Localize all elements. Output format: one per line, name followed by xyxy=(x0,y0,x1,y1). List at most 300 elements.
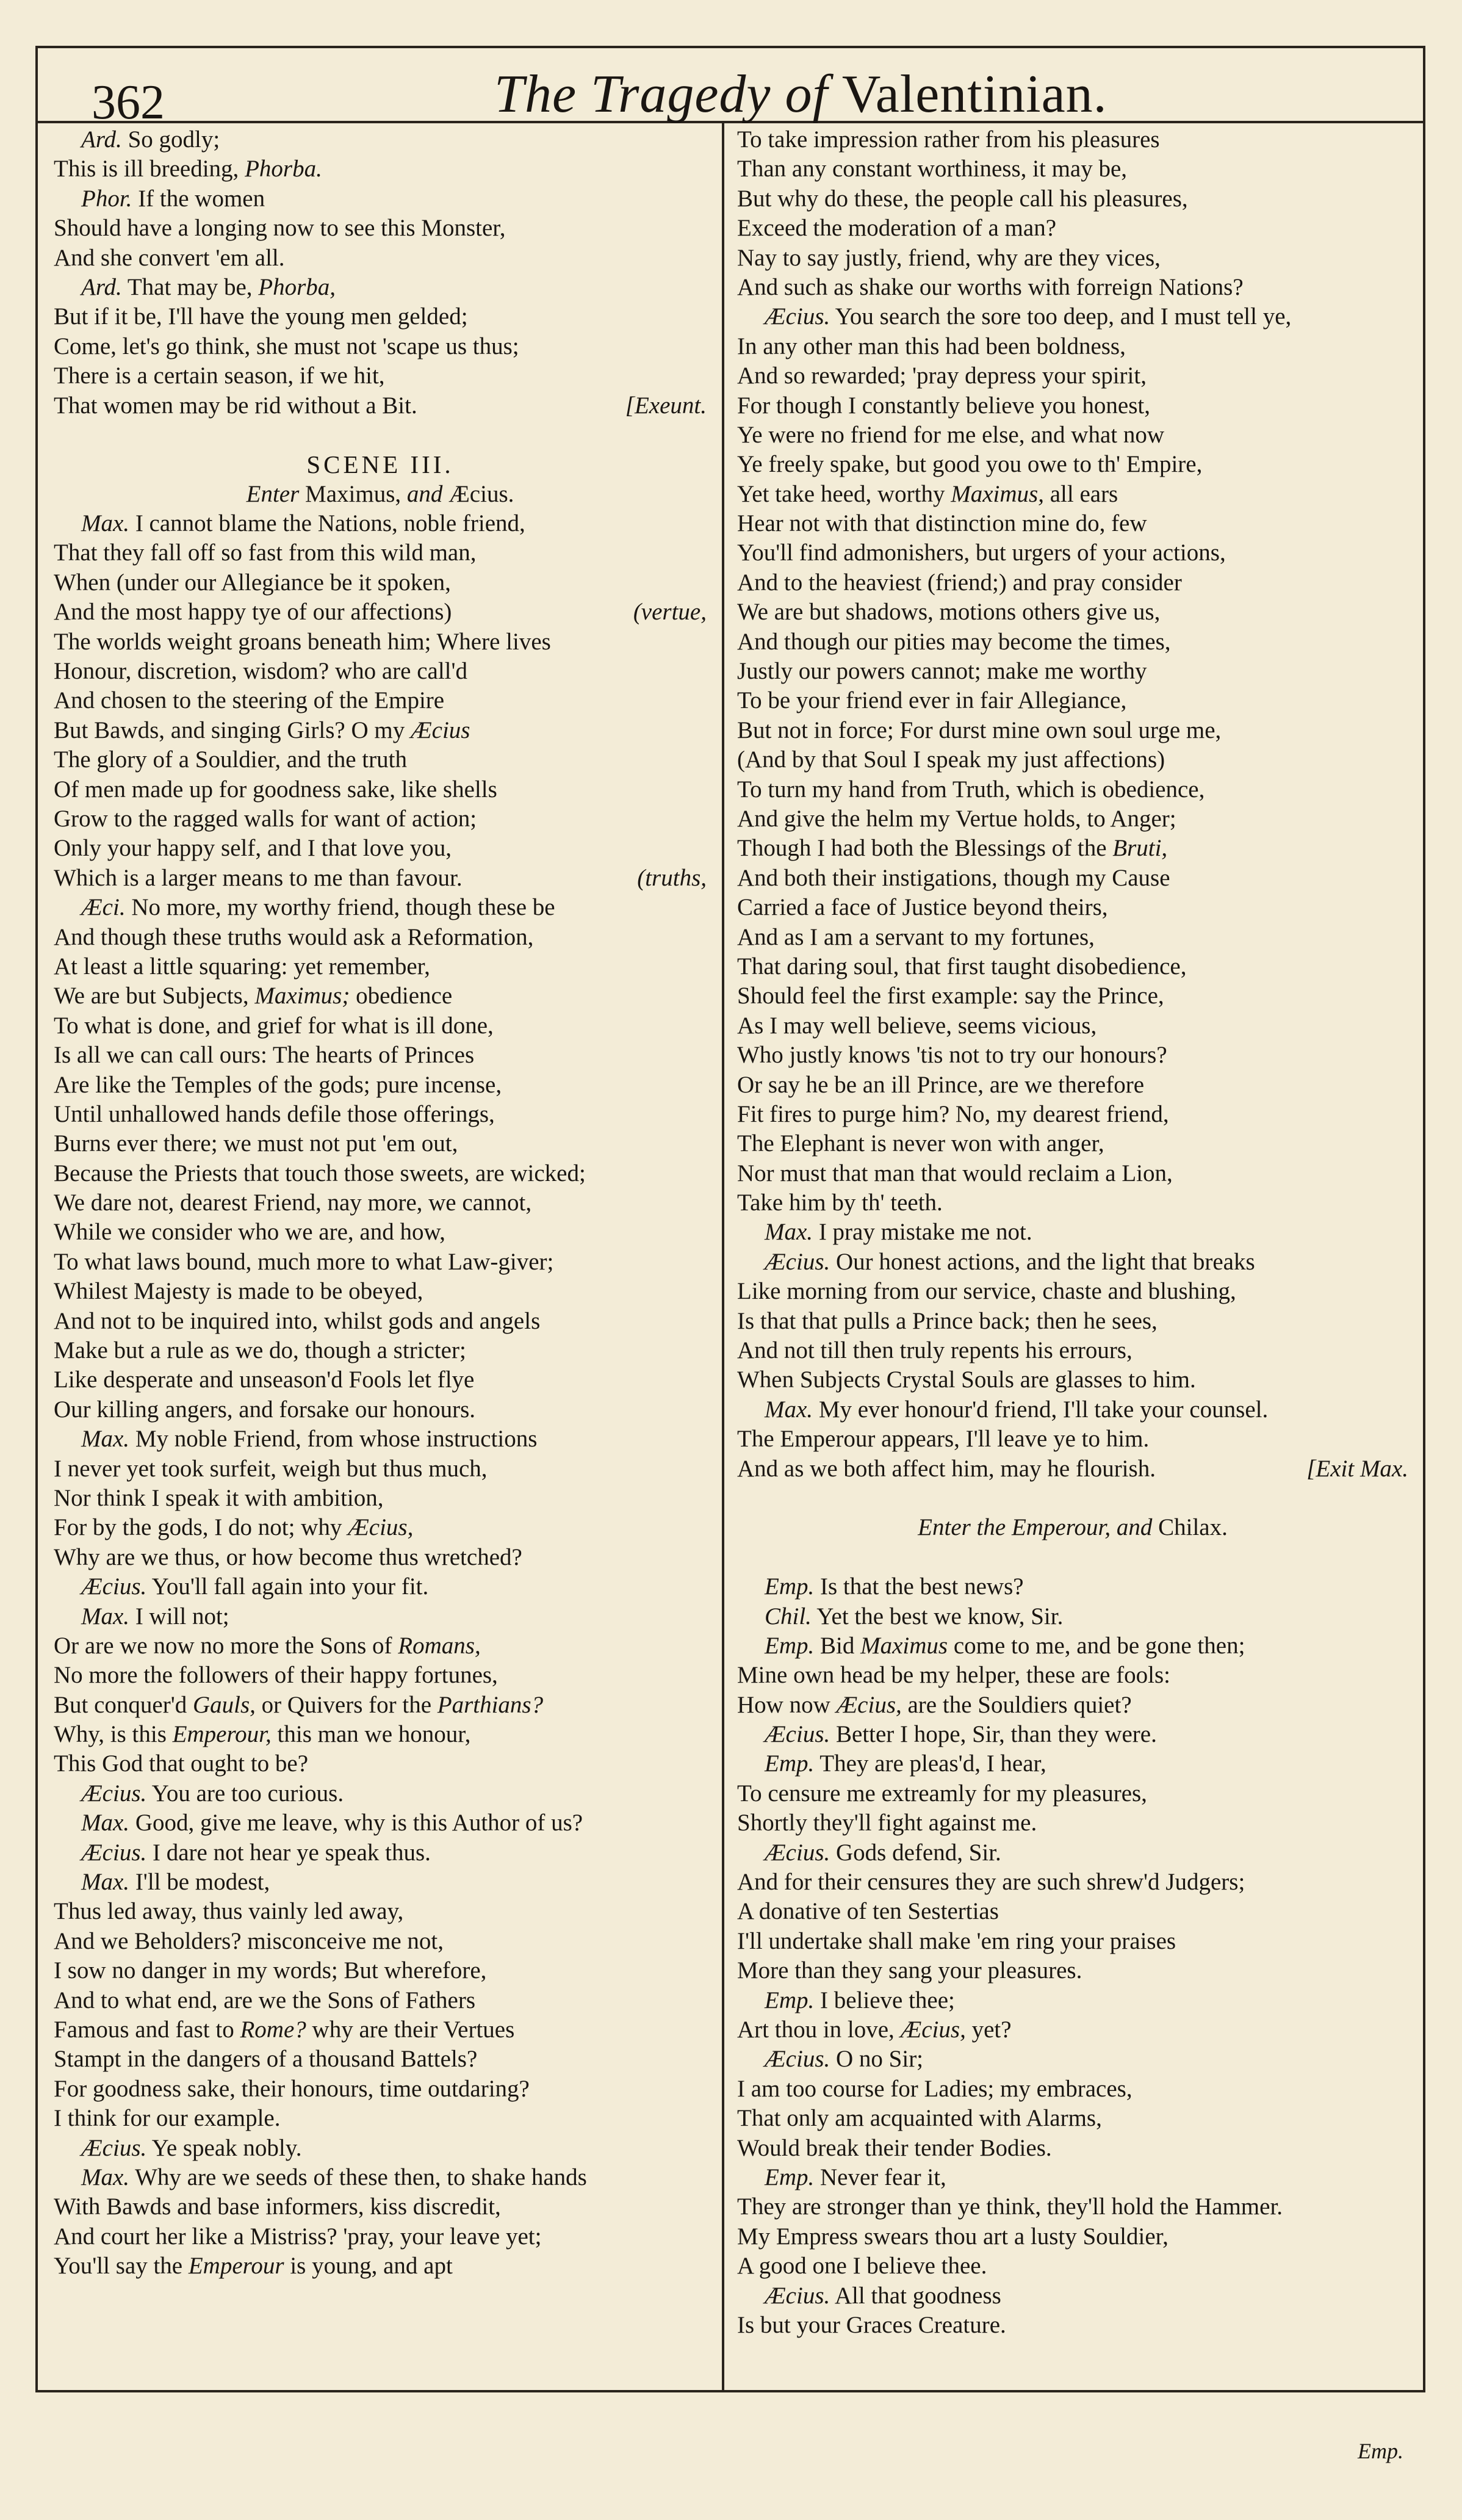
text-line xyxy=(737,1897,1408,1926)
line-text: And not till then truly repents his errours, xyxy=(737,1337,1133,1364)
text-line xyxy=(737,2251,1408,2281)
text-line xyxy=(54,2104,707,2133)
italic-word: Æcius, xyxy=(900,2016,966,2043)
text-line xyxy=(54,893,707,922)
text-line xyxy=(54,1631,707,1661)
text-line xyxy=(737,332,1408,361)
text-line xyxy=(737,184,1408,214)
speaker-name: Emp. xyxy=(765,1573,815,1600)
line-text: Honour, discretion, wisdom? who are call'd xyxy=(54,658,468,685)
text-line xyxy=(737,1661,1408,1690)
line-text: To what is done, and grief for what is ill done, xyxy=(54,1012,494,1039)
line-text: Which is a larger means to me than favour. xyxy=(54,864,463,891)
line-text: Why are we seeds of these then, to shake hands xyxy=(135,2164,587,2190)
italic-word: Maximus, xyxy=(951,480,1044,507)
line-text: For though I constantly believe you honest, xyxy=(737,392,1150,419)
text-line xyxy=(737,2045,1408,2074)
line-text: They are stronger than ye think, they'll hold the Hammer. xyxy=(737,2193,1283,2220)
text-line xyxy=(54,981,707,1011)
text-line xyxy=(737,509,1408,538)
text-line xyxy=(54,1720,707,1749)
line-text: Though I had both the Blessings of the xyxy=(737,835,1107,862)
speaker-name: Max. xyxy=(81,2164,130,2190)
text-line xyxy=(54,1602,707,1631)
text-line xyxy=(737,302,1408,331)
text-line xyxy=(54,1424,707,1454)
text-line xyxy=(54,1779,707,1808)
text-line xyxy=(54,1691,707,1720)
line-text: Shortly they'll fight against me. xyxy=(737,1810,1037,1836)
text-line xyxy=(737,214,1408,243)
italic-word: Maximus xyxy=(860,1632,948,1659)
stage-exit: (vertue, xyxy=(633,599,707,626)
text-line xyxy=(54,421,707,450)
line-text: Ye speak nobly. xyxy=(151,2134,302,2161)
left-column xyxy=(54,125,707,2281)
line-text: And the most happy tye of our affections) xyxy=(54,599,452,626)
line-text: Yet the best we know, Sir. xyxy=(816,1603,1064,1630)
line-text: Only your happy self, and I that love you, xyxy=(54,835,452,862)
text-line xyxy=(737,1159,1408,1188)
text-line xyxy=(54,1041,707,1070)
line-text: I'll undertake shall make 'em ring your praises xyxy=(737,1927,1176,1954)
line-text: Until unhallowed hands defile those offerings, xyxy=(54,1100,495,1127)
character-name: Maximus, xyxy=(305,480,402,507)
line-text: I believe thee; xyxy=(820,1987,955,2013)
text-line xyxy=(737,1631,1408,1661)
line-text: And for their censures they are such shrew'd Judgers; xyxy=(737,1869,1245,1896)
text-line xyxy=(737,273,1408,302)
text-line xyxy=(54,361,707,391)
line-text: Burns ever there; we must not put 'em out, xyxy=(54,1130,458,1157)
text-line xyxy=(737,2134,1408,2163)
italic-word: Gauls, xyxy=(192,1691,256,1718)
text-line xyxy=(737,1336,1408,1365)
text-line xyxy=(737,421,1408,450)
line-text: To turn my hand from Truth, which is obedience, xyxy=(737,776,1205,803)
line-text: They are pleas'd, I hear, xyxy=(819,1750,1046,1777)
line-text: Mine own head be my helper, these are fools: xyxy=(737,1662,1170,1689)
line-text: More than they sang your pleasures. xyxy=(737,1957,1082,1984)
line-text: That women may be rid without a Bit. xyxy=(54,392,417,419)
line-text: Because the Priests that touch those sweets, are wicked; xyxy=(54,1160,586,1186)
text-line xyxy=(54,1129,707,1158)
line-text: Of men made up for goodness sake, like shells xyxy=(54,776,497,803)
line-text: Bid xyxy=(820,1632,855,1659)
text-line xyxy=(737,450,1408,479)
line-text: And as we both affect him, may he flourish. xyxy=(737,1455,1156,1482)
line-text: Carried a face of Justice beyond theirs, xyxy=(737,894,1108,921)
text-line xyxy=(54,598,707,627)
italic-word: Æcius, xyxy=(348,1514,414,1541)
line-text: Or say he be an ill Prince, are we therefore xyxy=(737,1071,1145,1098)
speaker-name: Æcius. xyxy=(765,1839,830,1866)
text-line xyxy=(54,184,707,214)
line-text: And though our pities may become the times, xyxy=(737,628,1171,655)
speaker-name: Æcius. xyxy=(81,1573,147,1600)
text-line xyxy=(737,1070,1408,1100)
character-name: Æcius. xyxy=(448,480,514,507)
line-text: The Elephant is never won with anger, xyxy=(737,1130,1104,1157)
character-name: Chilax. xyxy=(1158,1514,1228,1541)
scene-heading xyxy=(54,450,707,479)
text-line xyxy=(737,1307,1408,1336)
line-text: Make but a rule as we do, though a stricter; xyxy=(54,1337,466,1364)
stage-exit: (truths, xyxy=(637,864,707,891)
line-text: Nor must that man that would reclaim a Lion, xyxy=(737,1160,1173,1186)
text-line xyxy=(54,657,707,686)
line-text: When (under our Allegiance be it spoken, xyxy=(54,569,451,596)
text-line xyxy=(54,1749,707,1778)
italic-word: Bruti, xyxy=(1112,835,1168,862)
text-line xyxy=(737,1543,1408,1572)
italic-word: Phorba. xyxy=(245,156,322,182)
line-text: all ears xyxy=(1050,480,1118,507)
line-text: The Emperour appears, I'll leave ye to him. xyxy=(737,1426,1150,1453)
speaker-name: Max. xyxy=(81,510,130,537)
speaker-name: Æcius. xyxy=(765,2046,830,2073)
right-border xyxy=(1423,46,1425,2392)
text-line xyxy=(54,1011,707,1041)
text-line xyxy=(737,1868,1408,1897)
line-text: So godly; xyxy=(128,126,220,153)
line-text: And we Beholders? misconceive me not, xyxy=(54,1927,444,1954)
line-text: You are too curious. xyxy=(151,1780,344,1807)
speaker-name: Emp. xyxy=(765,2164,815,2190)
text-line xyxy=(737,2074,1408,2104)
line-text: To take impression rather from his pleasures xyxy=(737,126,1160,153)
line-text: Thus led away, thus vainly led away, xyxy=(54,1898,404,1925)
text-line xyxy=(54,1218,707,1247)
text-line xyxy=(737,1720,1408,1749)
line-text: Yet take heed, worthy xyxy=(737,480,945,507)
stage-direction-text: Enter xyxy=(246,480,300,507)
line-text: You'll fall again into your fit. xyxy=(151,1573,429,1600)
speaker-name: Chil. xyxy=(765,1603,812,1630)
text-line xyxy=(737,2015,1408,2045)
line-text: I dare not hear ye speak thus. xyxy=(153,1839,431,1866)
line-text: Gods defend, Sir. xyxy=(836,1839,1001,1866)
text-line xyxy=(54,1100,707,1129)
text-line xyxy=(54,1927,707,1956)
speaker-name: Max. xyxy=(81,1869,130,1896)
line-text: Nay to say justly, friend, why are they vices, xyxy=(737,244,1161,271)
text-line xyxy=(737,1424,1408,1454)
line-text: Nor think I speak it with ambition, xyxy=(54,1484,384,1511)
line-text: But if it be, I'll have the young men gelded; xyxy=(54,303,468,330)
line-text: You search the sore too deep, and I must tell ye, xyxy=(835,303,1292,330)
line-text: Ye freely spake, but good you owe to th' Empire, xyxy=(737,451,1203,478)
text-line xyxy=(737,2163,1408,2192)
line-text: Art thou in love, xyxy=(737,2016,895,2043)
italic-word: Emperour xyxy=(188,2253,284,2280)
line-text: In any other man this had been boldness, xyxy=(737,333,1126,359)
text-line xyxy=(54,1070,707,1100)
line-text: And to the heaviest (friend;) and pray consider xyxy=(737,569,1182,596)
text-line xyxy=(54,2163,707,2192)
line-text: To censure me extreamly for my pleasures, xyxy=(737,1780,1147,1807)
text-line xyxy=(737,1365,1408,1395)
text-line xyxy=(54,745,707,774)
speaker-name: Emp. xyxy=(765,1632,815,1659)
line-text: Is but your Graces Creature. xyxy=(737,2311,1006,2338)
line-text: The glory of a Souldier, and the truth xyxy=(54,746,407,773)
text-line xyxy=(54,834,707,863)
line-text: I never yet took surfeit, weigh but thus much, xyxy=(54,1455,488,1482)
text-line xyxy=(737,657,1408,686)
line-text: That only am acquainted with Alarms, xyxy=(737,2105,1102,2132)
text-line xyxy=(54,1484,707,1513)
line-text: Famous and fast to xyxy=(54,2016,234,2043)
speaker-name: Æcius. xyxy=(81,1780,147,1807)
text-line xyxy=(54,2222,707,2251)
text-line xyxy=(737,1956,1408,1985)
stage-direction xyxy=(737,1513,1408,1542)
text-line xyxy=(737,480,1408,509)
italic-word: Rome? xyxy=(240,2016,306,2043)
stage-exit: [Exit Max. xyxy=(1306,1455,1408,1482)
line-text: How now xyxy=(737,1691,830,1718)
running-title-italic: The Tragedy of xyxy=(494,65,828,124)
line-text: With Bawds and base informers, kiss discredit, xyxy=(54,2193,501,2220)
speaker-name: Ard. xyxy=(81,273,122,300)
line-text: If the women xyxy=(138,185,265,212)
line-text: There is a certain season, if we hit, xyxy=(54,363,385,389)
line-text: While we consider who we are, and how, xyxy=(54,1219,445,1246)
text-line xyxy=(737,1011,1408,1041)
text-line xyxy=(737,598,1408,627)
text-line xyxy=(54,1395,707,1424)
italic-word: Æcius xyxy=(410,717,470,743)
line-text: And give the helm my Vertue holds, to Anger; xyxy=(737,805,1176,832)
text-line xyxy=(54,509,707,538)
line-text: But why do these, the people call his pleasures, xyxy=(737,185,1188,212)
text-line xyxy=(737,125,1408,154)
speaker-name: Æcius. xyxy=(765,1248,830,1275)
text-line xyxy=(54,568,707,598)
line-text: Who justly knows 'tis not to try our honours? xyxy=(737,1042,1167,1069)
text-line xyxy=(54,1336,707,1365)
text-line xyxy=(54,1454,707,1484)
line-text: And chosen to the steering of the Empire xyxy=(54,687,445,714)
text-line xyxy=(737,538,1408,568)
line-text: I sow no danger in my words; But wherefore, xyxy=(54,1957,487,1984)
text-line xyxy=(737,361,1408,391)
text-line xyxy=(54,1897,707,1926)
line-text: (And by that Soul I speak my just affections) xyxy=(737,746,1165,773)
line-text: I am too course for Ladies; my embraces, xyxy=(737,2075,1133,2102)
line-text: Hear not with that distinction mine do, few xyxy=(737,510,1147,537)
text-line xyxy=(737,1749,1408,1778)
speaker-name: Æci. xyxy=(81,894,126,921)
text-line xyxy=(737,1041,1408,1070)
text-line xyxy=(737,1100,1408,1129)
line-text: To what laws bound, much more to what Law-giver; xyxy=(54,1248,554,1275)
line-text: And court her like a Mistriss? 'pray, your leave yet; xyxy=(54,2223,542,2250)
line-text: Is all we can call ours: The hearts of Princes xyxy=(54,1042,475,1069)
text-line xyxy=(54,538,707,568)
line-text: or Quivers for the xyxy=(261,1691,432,1718)
line-text: But Bawds, and singing Girls? O my xyxy=(54,717,405,743)
line-text: O no Sir; xyxy=(836,2046,924,2073)
stage-direction-text: and xyxy=(1116,1514,1153,1541)
text-line xyxy=(737,1691,1408,1720)
text-line xyxy=(737,1602,1408,1631)
text-line xyxy=(737,1188,1408,1218)
text-line xyxy=(737,981,1408,1011)
text-line xyxy=(54,1838,707,1868)
scene-heading-text: SCENE III. xyxy=(306,450,454,479)
speaker-name: Æcius. xyxy=(81,2134,147,2161)
line-text: As I may well believe, seems vicious, xyxy=(737,1012,1097,1039)
text-line xyxy=(54,716,707,745)
line-text: Like desperate and unseason'd Fools let flye xyxy=(54,1367,475,1393)
line-text: Our killing angers, and forsake our honours. xyxy=(54,1396,476,1423)
text-line xyxy=(54,302,707,331)
line-text: And both their instigations, though my Cause xyxy=(737,864,1170,891)
line-text: Is that that pulls a Prince back; then he sees, xyxy=(737,1307,1158,1334)
line-text: A donative of ten Sestertias xyxy=(737,1898,999,1925)
speaker-name: Æcius. xyxy=(765,303,830,330)
line-text: No more, my worthy friend, though these be xyxy=(131,894,555,921)
line-text: Why, is this xyxy=(54,1721,167,1748)
line-text: Fit fires to purge him? No, my dearest friend, xyxy=(737,1100,1169,1127)
text-line xyxy=(737,244,1408,273)
line-text: We are but shadows, motions others give us, xyxy=(737,599,1161,626)
line-text: Like morning from our service, chaste and blushing, xyxy=(737,1278,1236,1305)
text-line xyxy=(54,952,707,981)
text-line xyxy=(54,2134,707,2163)
text-line xyxy=(54,273,707,302)
text-line xyxy=(54,1572,707,1601)
line-text: My Empress swears thou art a lusty Souldier, xyxy=(737,2223,1169,2250)
line-text: Come, let's go think, she must not 'scape us thus; xyxy=(54,333,519,359)
text-line xyxy=(54,1365,707,1395)
line-text: Take him by th' teeth. xyxy=(737,1190,943,1216)
text-line xyxy=(737,1779,1408,1808)
line-text: That daring soul, that first taught disobedience, xyxy=(737,953,1187,980)
text-line xyxy=(737,1218,1408,1247)
text-line xyxy=(737,568,1408,598)
line-text: Our honest actions, and the light that breaks xyxy=(836,1248,1255,1275)
text-line xyxy=(54,1513,707,1542)
line-text: That they fall off so fast from this wild man, xyxy=(54,540,477,566)
text-line xyxy=(54,244,707,273)
text-line xyxy=(737,2104,1408,2133)
text-line xyxy=(54,1986,707,2015)
text-line xyxy=(737,952,1408,981)
italic-word: Emperour, xyxy=(172,1721,272,1748)
text-line xyxy=(737,2192,1408,2222)
column-divider xyxy=(722,121,724,2392)
text-line xyxy=(54,1188,707,1218)
line-text: Grow to the ragged walls for want of action; xyxy=(54,805,477,832)
text-line xyxy=(54,332,707,361)
line-text: Is that the best news? xyxy=(820,1573,1024,1600)
line-text: This is ill breeding, xyxy=(54,156,239,182)
text-line xyxy=(54,1277,707,1306)
text-line xyxy=(54,1956,707,1985)
text-line xyxy=(737,1454,1408,1484)
text-line xyxy=(737,864,1408,893)
line-text: Better I hope, Sir, than they were. xyxy=(836,1721,1157,1748)
line-text: Would break their tender Bodies. xyxy=(737,2134,1052,2161)
text-line xyxy=(54,2192,707,2222)
running-title-roman: Valentinian. xyxy=(841,65,1107,124)
italic-word: Phorba, xyxy=(258,273,336,300)
text-line xyxy=(54,1661,707,1690)
line-text: Should have a longing now to see this Monster, xyxy=(54,215,506,242)
line-text: I pray mistake me not. xyxy=(818,1219,1032,1246)
line-text: Justly our powers cannot; make me worthy xyxy=(737,658,1147,685)
text-line xyxy=(54,1247,707,1277)
line-text: My noble Friend, from whose instructions xyxy=(135,1426,538,1453)
line-text: I will not; xyxy=(135,1603,229,1630)
line-text: The worlds weight groans beneath him; Where lives xyxy=(54,628,551,655)
line-text: And so rewarded; 'pray depress your spirit, xyxy=(737,363,1147,389)
text-line xyxy=(54,1543,707,1572)
text-line xyxy=(54,775,707,804)
italic-word: Æcius, xyxy=(836,1691,902,1718)
line-text: come to me, and be gone then; xyxy=(953,1632,1245,1659)
text-line xyxy=(54,2074,707,2104)
line-text: Never fear it, xyxy=(820,2164,946,2190)
bottom-rule xyxy=(35,2390,1425,2392)
speaker-name: Emp. xyxy=(765,1987,815,2013)
line-text: obedience xyxy=(356,983,453,1009)
italic-word: Maximus; xyxy=(254,983,350,1009)
line-text: And she convert 'em all. xyxy=(54,244,285,271)
line-text: We dare not, dearest Friend, nay more, we cannot, xyxy=(54,1190,532,1216)
italic-word: Parthians? xyxy=(437,1691,544,1718)
speaker-name: Max. xyxy=(81,1810,130,1836)
line-text: I cannot blame the Nations, noble friend, xyxy=(135,510,525,537)
text-line xyxy=(54,923,707,952)
page-number: 362 xyxy=(92,76,165,129)
text-line xyxy=(737,775,1408,804)
speaker-name: Max. xyxy=(81,1603,130,1630)
text-line xyxy=(54,214,707,243)
text-line xyxy=(737,745,1408,774)
text-line xyxy=(54,864,707,893)
line-text: And to what end, are we the Sons of Fathers xyxy=(54,1987,476,2013)
text-line xyxy=(54,125,707,154)
line-text: why are their Vertues xyxy=(312,2016,515,2043)
text-line xyxy=(54,1868,707,1897)
line-text: All that goodness xyxy=(834,2282,1001,2309)
line-text: are the Souldiers quiet? xyxy=(907,1691,1132,1718)
text-line xyxy=(54,627,707,657)
left-border xyxy=(35,46,38,2392)
running-title xyxy=(494,58,1107,131)
line-text: For goodness sake, their honours, time outdaring? xyxy=(54,2075,530,2102)
line-text: A good one I believe thee. xyxy=(737,2253,987,2280)
text-line xyxy=(737,1986,1408,2015)
text-line xyxy=(54,1808,707,1838)
line-text: You'll find admonishers, but urgers of your actions, xyxy=(737,540,1226,566)
line-text: And such as shake our worths with forreign Nations? xyxy=(737,273,1244,300)
text-line xyxy=(737,154,1408,184)
line-text: Than any constant worthiness, it may be, xyxy=(737,156,1128,182)
speaker-name: Æcius. xyxy=(765,2282,830,2309)
line-text: Stampt in the dangers of a thousand Battels? xyxy=(54,2046,478,2073)
text-line xyxy=(737,1129,1408,1158)
stage-exit: [Exeunt. xyxy=(625,392,707,419)
speaker-name: Max. xyxy=(765,1396,813,1423)
line-text: Why are we thus, or how become thus wretched? xyxy=(54,1543,522,1570)
line-text: We are but Subjects, xyxy=(54,983,249,1009)
line-text: this man we honour, xyxy=(277,1721,471,1748)
